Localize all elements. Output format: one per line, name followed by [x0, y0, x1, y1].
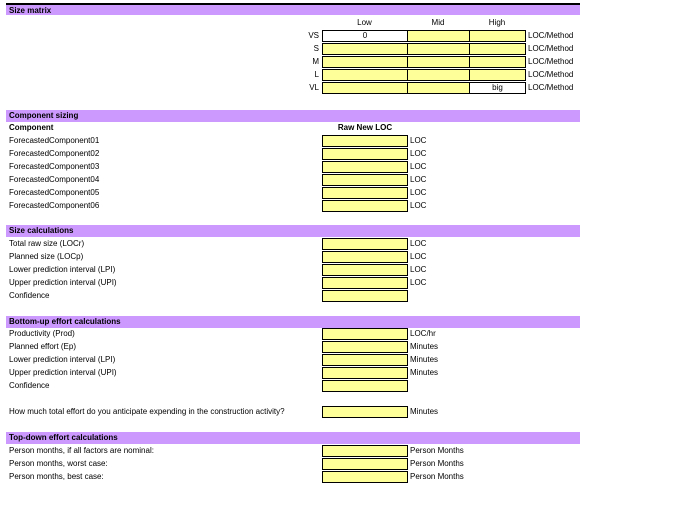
- size-calc-label-confidence: Confidence: [9, 291, 50, 300]
- component-label-05: ForecastedComponent05: [9, 188, 100, 197]
- top-down-input-best[interactable]: [322, 471, 408, 483]
- size-cell-vl-low[interactable]: [322, 82, 408, 94]
- size-calculations-title: Size calculations: [9, 226, 74, 235]
- bottom-up-label-prod: Productivity (Prod): [9, 329, 75, 338]
- component-unit-01: LOC: [410, 136, 427, 145]
- size-calc-input-lpi[interactable]: [322, 264, 408, 276]
- bottom-up-input-lpi[interactable]: [322, 354, 408, 366]
- size-calc-input-total[interactable]: [322, 238, 408, 250]
- component-unit-03: LOC: [410, 162, 427, 171]
- component-input-02[interactable]: [322, 148, 408, 160]
- bottom-up-unit-prod: LOC/hr: [410, 329, 436, 338]
- bottom-up-label-upi: Upper prediction interval (UPI): [9, 368, 117, 377]
- component-input-03[interactable]: [322, 161, 408, 173]
- bottom-up-input-prod[interactable]: [322, 328, 408, 340]
- size-calc-label-planned: Planned size (LOCp): [9, 252, 84, 261]
- component-label-02: ForecastedComponent02: [9, 149, 100, 158]
- bottom-up-input-ep[interactable]: [322, 341, 408, 353]
- size-cell-vs-high[interactable]: [469, 30, 526, 42]
- component-unit-06: LOC: [410, 201, 427, 210]
- raw-new-loc-header: Raw New LOC: [337, 123, 393, 132]
- size-unit-l: LOC/Method: [528, 70, 574, 79]
- component-unit-05: LOC: [410, 188, 427, 197]
- size-row-label-s: S: [313, 44, 319, 53]
- size-row-label-l: L: [314, 70, 319, 79]
- effort-question-unit: Minutes: [410, 407, 439, 416]
- component-input-06[interactable]: [322, 200, 408, 212]
- size-calc-label-total: Total raw size (LOCr): [9, 239, 85, 248]
- bottom-up-unit-lpi: Minutes: [410, 355, 439, 364]
- size-cell-l-low[interactable]: [322, 69, 408, 81]
- size-cell-vs-low[interactable]: 0: [322, 30, 408, 42]
- size-calc-unit-planned: LOC: [410, 252, 427, 261]
- effort-question-input[interactable]: [322, 406, 408, 418]
- col-header-low: Low: [357, 18, 372, 27]
- size-cell-s-high[interactable]: [469, 43, 526, 55]
- top-down-title: Top-down effort calculations: [9, 433, 118, 442]
- size-calc-input-planned[interactable]: [322, 251, 408, 263]
- col-header-mid: Mid: [431, 18, 445, 27]
- size-calc-unit-lpi: LOC: [410, 265, 427, 274]
- top-down-label-worst: Person months, worst case:: [9, 459, 108, 468]
- bottom-up-label-lpi: Lower prediction interval (LPI): [9, 355, 116, 364]
- size-cell-m-low[interactable]: [322, 56, 408, 68]
- top-down-unit-worst: Person Months: [410, 459, 464, 468]
- size-unit-m: LOC/Method: [528, 57, 574, 66]
- bottom-up-unit-upi: Minutes: [410, 368, 439, 377]
- size-cell-m-mid[interactable]: [407, 56, 470, 68]
- size-unit-vs: LOC/Method: [528, 31, 574, 40]
- component-input-04[interactable]: [322, 174, 408, 186]
- size-row-label-vl: VL: [309, 83, 319, 92]
- bottom-up-label-ep: Planned effort (Ep): [9, 342, 77, 351]
- size-row-label-m: M: [312, 57, 319, 66]
- size-calc-unit-upi: LOC: [410, 278, 427, 287]
- size-cell-vs-mid[interactable]: [407, 30, 470, 42]
- size-cell-s-mid[interactable]: [407, 43, 470, 55]
- bottom-up-input-upi[interactable]: [322, 367, 408, 379]
- component-label-01: ForecastedComponent01: [9, 136, 100, 145]
- top-down-unit-best: Person Months: [410, 472, 464, 481]
- size-calc-unit-total: LOC: [410, 239, 427, 248]
- bottom-up-unit-ep: Minutes: [410, 342, 439, 351]
- size-row-label-vs: VS: [308, 31, 319, 40]
- component-unit-02: LOC: [410, 149, 427, 158]
- size-matrix-title: Size matrix: [9, 6, 52, 15]
- component-unit-04: LOC: [410, 175, 427, 184]
- component-label-03: ForecastedComponent03: [9, 162, 100, 171]
- size-cell-vl-mid[interactable]: [407, 82, 470, 94]
- col-header-high: High: [488, 18, 506, 27]
- component-input-01[interactable]: [322, 135, 408, 147]
- size-calc-label-upi: Upper prediction interval (UPI): [9, 278, 117, 287]
- top-down-label-best: Person months, best case:: [9, 472, 104, 481]
- top-down-input-worst[interactable]: [322, 458, 408, 470]
- bottom-up-input-confidence[interactable]: [322, 380, 408, 392]
- size-calc-label-lpi: Lower prediction interval (LPI): [9, 265, 116, 274]
- size-calculations-band: [6, 225, 580, 237]
- component-label-06: ForecastedComponent06: [9, 201, 100, 210]
- size-cell-l-high[interactable]: [469, 69, 526, 81]
- bottom-up-band: [6, 316, 580, 328]
- size-calc-input-upi[interactable]: [322, 277, 408, 289]
- size-cell-l-mid[interactable]: [407, 69, 470, 81]
- bottom-up-label-confidence: Confidence: [9, 381, 50, 390]
- component-input-05[interactable]: [322, 187, 408, 199]
- component-label-04: ForecastedComponent04: [9, 175, 100, 184]
- effort-question: How much total effort do you anticipate expending in the construction activity?: [9, 407, 285, 416]
- component-sizing-band: [6, 110, 580, 122]
- size-cell-m-high[interactable]: [469, 56, 526, 68]
- size-unit-vl: LOC/Method: [528, 83, 574, 92]
- top-down-unit-nominal: Person Months: [410, 446, 464, 455]
- top-down-input-nominal[interactable]: [322, 445, 408, 457]
- size-calc-input-confidence[interactable]: [322, 290, 408, 302]
- size-cell-vl-high[interactable]: big: [469, 82, 526, 94]
- size-matrix-band: [6, 3, 580, 15]
- top-down-band: [6, 432, 580, 444]
- size-cell-s-low[interactable]: [322, 43, 408, 55]
- top-down-label-nominal: Person months, if all factors are nominal:: [9, 446, 154, 455]
- bottom-up-title: Bottom-up effort calculations: [9, 317, 121, 326]
- component-header: Component: [9, 123, 54, 132]
- size-unit-s: LOC/Method: [528, 44, 574, 53]
- component-sizing-title: Component sizing: [9, 111, 79, 120]
